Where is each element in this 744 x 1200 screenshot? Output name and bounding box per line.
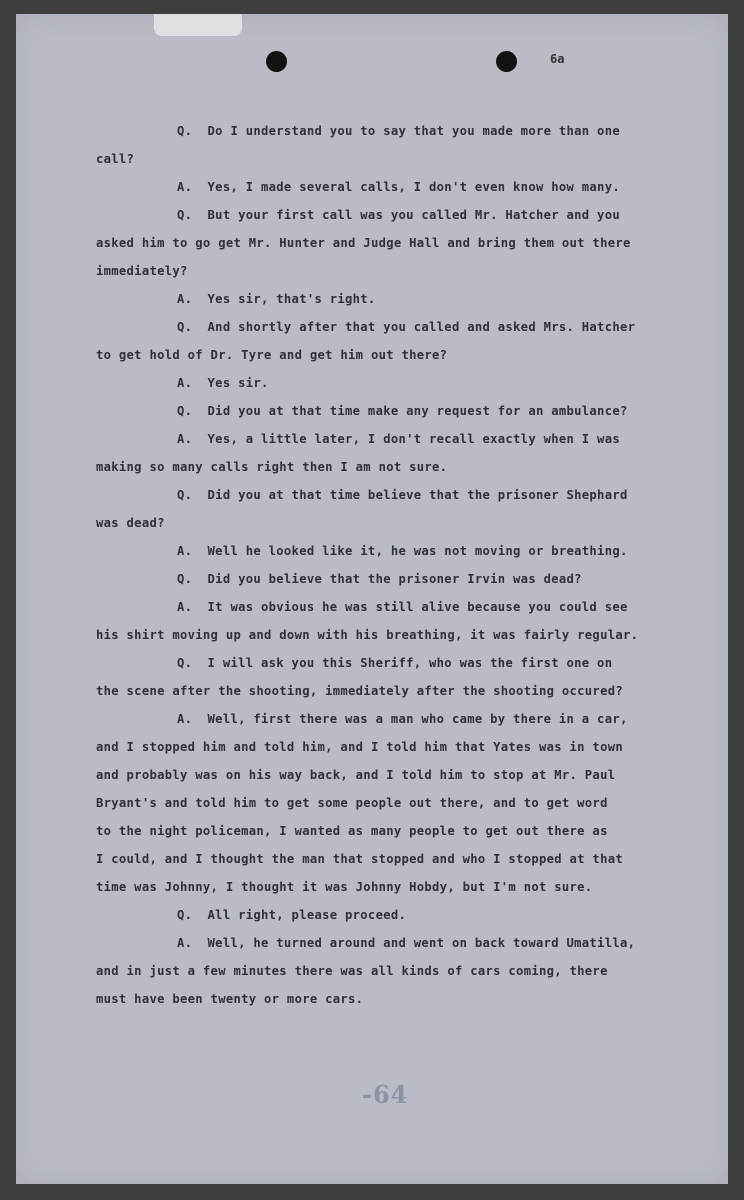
text-line: A. Well he looked like it, he was not moving or breathing. [177, 544, 628, 558]
text-line: and probably was on his way back, and I told him to stop at Mr. Paul [96, 768, 616, 782]
text-line: Q. Do I understand you to say that you made more than one [177, 124, 620, 138]
text-line: to get hold of Dr. Tyre and get him out there? [96, 348, 448, 362]
text-line: was dead? [96, 516, 165, 530]
text-line: making so many calls right then I am not sure. [96, 460, 448, 474]
text-line: Q. And shortly after that you called and asked Mrs. Hatcher [177, 320, 636, 334]
paper-sheet [16, 14, 728, 1184]
text-line: and I stopped him and told him, and I told him that Yates was in town [96, 740, 623, 754]
text-line: his shirt moving up and down with his breathing, it was fairly regular. [96, 628, 639, 642]
text-line: Q. All right, please proceed. [177, 908, 407, 922]
text-line: and in just a few minutes there was all kinds of cars coming, there [96, 964, 608, 978]
text-line: A. Yes sir. [177, 376, 269, 390]
page-number: 6a [550, 52, 565, 66]
text-line: to the night policeman, I wanted as many people to get out there as [96, 824, 608, 838]
text-line: A. Yes, I made several calls, I don't even know how many. [177, 180, 620, 194]
text-line: immediately? [96, 264, 188, 278]
text-line: Q. Did you at that time believe that the prisoner Shephard [177, 488, 628, 502]
text-line: Q. Did you at that time make any request for an ambulance? [177, 404, 628, 418]
text-line: A. It was obvious he was still alive because you could see [177, 600, 628, 614]
text-line: A. Yes, a little later, I don't recall exactly when I was [177, 432, 620, 446]
punch-hole-right [496, 51, 517, 72]
text-line: the scene after the shooting, immediately after the shooting occured? [96, 684, 623, 698]
text-line: A. Well, he turned around and went on back toward Umatilla, [177, 936, 636, 950]
text-line: Q. Did you believe that the prisoner Irvin was dead? [177, 572, 582, 586]
punch-hole-left [266, 51, 287, 72]
text-line: must have been twenty or more cars. [96, 992, 364, 1006]
tape-strip [154, 14, 242, 36]
text-line: A. Well, first there was a man who came by there in a car, [177, 712, 628, 726]
text-line: time was Johnny, I thought it was Johnny Hobdy, but I'm not sure. [96, 880, 593, 894]
text-line: Q. I will ask you this Sheriff, who was the first one on [177, 656, 613, 670]
folio-number: -64 [362, 1080, 409, 1109]
text-line: Bryant's and told him to get some people out there, and to get word [96, 796, 608, 810]
text-line: Q. But your first call was you called Mr. Hatcher and you [177, 208, 620, 222]
text-line: I could, and I thought the man that stopped and who I stopped at that [96, 852, 623, 866]
text-line: asked him to go get Mr. Hunter and Judge Hall and bring them out there [96, 236, 631, 250]
text-line: call? [96, 152, 135, 166]
text-line: A. Yes sir, that's right. [177, 292, 376, 306]
